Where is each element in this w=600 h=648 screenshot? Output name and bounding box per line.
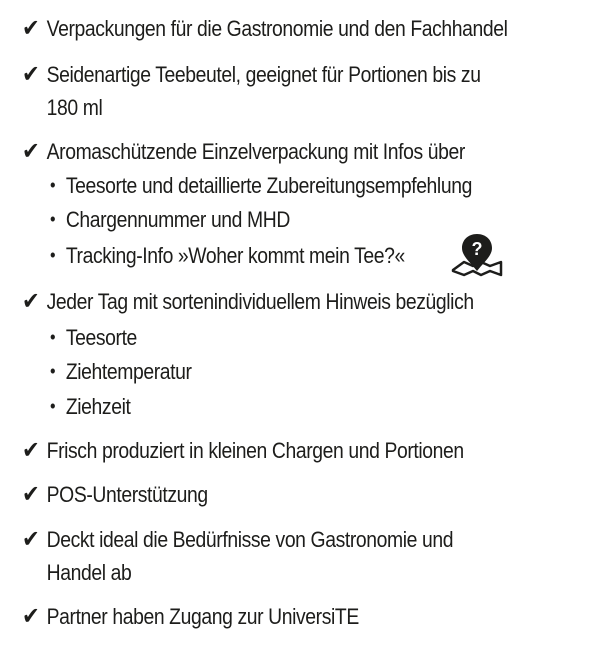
- bullet-point: •: [50, 361, 56, 381]
- feature-text-fresh-production: Frisch produziert in kleinen Chargen und Portionen: [46, 438, 464, 463]
- bullet-point: •: [50, 175, 56, 195]
- subitem-text: Ziehzeit: [65, 394, 131, 419]
- checkmark-icon: ✔: [22, 61, 40, 88]
- question-mark-icon: ?: [471, 239, 483, 259]
- subitem-steeping-temperature: [50, 355, 192, 388]
- feature-item-fresh-production: [22, 434, 515, 467]
- checkmark-icon: ✔: [22, 603, 40, 630]
- bullet-point: •: [50, 245, 56, 265]
- feature-text-pos-support: POS-Unterstützung: [46, 482, 208, 507]
- subitem-tea-type: [50, 321, 137, 354]
- feature-item-needs-coverage: [22, 523, 515, 589]
- checkmark-icon: ✔: [22, 15, 40, 42]
- feature-text-partner-access: Partner haben Zugang zur UniversiTE: [46, 604, 359, 629]
- subitem-batch-number: [50, 203, 290, 236]
- bullet-point: •: [50, 327, 56, 347]
- checkmark-icon: ✔: [22, 138, 40, 165]
- checkmark-icon: ✔: [22, 526, 40, 553]
- checkmark-icon: ✔: [22, 288, 40, 315]
- subitem-text: Tracking-Info »Woher kommt mein Tee?«: [65, 243, 405, 268]
- map-location-question-icon: [450, 231, 504, 277]
- feature-item-daily-hint: [22, 285, 515, 318]
- feature-item-teabags: [22, 58, 515, 124]
- subitem-tea-type-recommendation: [50, 169, 472, 202]
- feature-item-single-packaging: [22, 135, 515, 168]
- subitem-steeping-time: [50, 390, 130, 423]
- feature-text-teabags: Seidenartige Teebeutel, geeignet für Portionen bis zu: [46, 62, 481, 87]
- feature-text-teabags-continuation: 180 ml: [46, 95, 103, 120]
- subitem-text: Teesorte und detaillierte Zubereitungsempfehlung: [65, 173, 472, 198]
- feature-text-packaging: Verpackungen für die Gastronomie und den Fachhandel: [46, 16, 508, 41]
- feature-text-needs-coverage-continuation: Handel ab: [46, 560, 132, 585]
- feature-text-single-packaging: Aromaschützende Einzelverpackung mit Infos über: [46, 139, 465, 164]
- feature-text-daily-hint: Jeder Tag mit sortenindividuellem Hinweis bezüglich: [46, 289, 474, 314]
- feature-text-needs-coverage: Deckt ideal die Bedürfnisse von Gastronomie und: [46, 527, 454, 552]
- checkmark-icon: ✔: [22, 481, 40, 508]
- subitem-text: Teesorte: [65, 325, 137, 350]
- feature-item-packaging: [22, 12, 515, 45]
- bullet-point: •: [50, 209, 56, 229]
- subitem-text: Ziehtemperatur: [65, 359, 192, 384]
- checkmark-icon: ✔: [22, 437, 40, 464]
- subitem-tracking-info: [50, 239, 405, 272]
- bullet-point: •: [50, 396, 56, 416]
- feature-item-partner-access: [22, 600, 515, 633]
- feature-item-pos-support: [22, 478, 515, 511]
- subitem-text: Chargennummer und MHD: [65, 207, 290, 232]
